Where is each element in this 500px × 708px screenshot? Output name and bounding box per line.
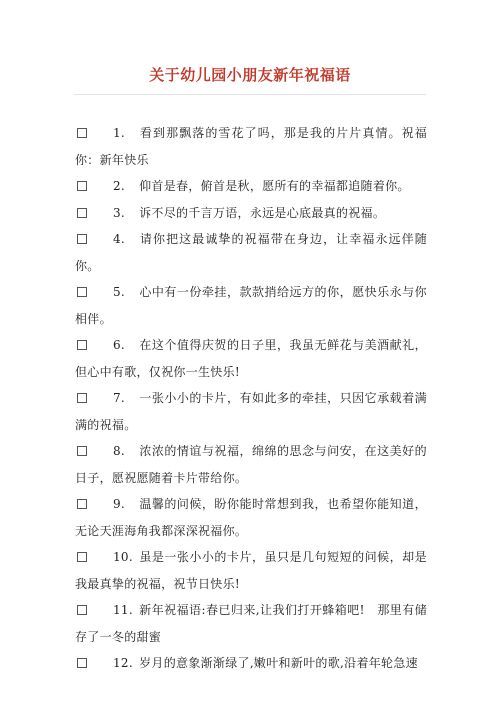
greeting-item bbox=[75, 200, 427, 227]
greeting-number: 11. bbox=[113, 603, 133, 617]
greeting-text: 温馨的问候，盼你能时常想到我，也希望你能知道，无论天涯海角我都深深祝福你。 bbox=[75, 497, 427, 538]
greeting-number: 5. bbox=[113, 285, 126, 299]
title-divider bbox=[74, 94, 426, 95]
greeting-number: 2. bbox=[113, 179, 126, 193]
greeting-item bbox=[75, 491, 427, 544]
greeting-list bbox=[75, 120, 427, 677]
greeting-item bbox=[75, 332, 427, 385]
greeting-text: 诉不尽的千言万语，永远是心底最真的祝福。 bbox=[135, 205, 386, 220]
greeting-text: 仰首是春，俯首是秋，愿所有的幸福都追随着你。 bbox=[135, 179, 410, 193]
greeting-number: 7. bbox=[113, 391, 126, 405]
greeting-item bbox=[75, 120, 427, 173]
greeting-number: 9. bbox=[113, 497, 126, 511]
checkbox-icon[interactable] bbox=[77, 340, 87, 350]
greeting-text: 浓浓的情谊与祝福，绵绵的思念与问安，在这美好的日子，愿祝愿随着卡片带给你。 bbox=[75, 444, 427, 485]
greeting-text: 在这个值得庆贺的日子里，我虽无鲜花与美酒献礼，但心中有歌，仅祝你一生快乐! bbox=[75, 338, 427, 379]
greeting-item bbox=[75, 597, 427, 650]
greeting-text: 请你把这最诚挚的祝福带在身边，让幸福永远伴随你。 bbox=[75, 232, 427, 273]
checkbox-icon[interactable] bbox=[77, 605, 87, 615]
checkbox-icon[interactable] bbox=[77, 287, 87, 297]
greeting-number: 8. bbox=[113, 444, 126, 458]
greeting-number: 10. bbox=[113, 550, 133, 564]
greeting-item bbox=[75, 173, 427, 200]
greeting-item bbox=[75, 385, 427, 438]
greeting-item bbox=[75, 226, 427, 279]
checkbox-icon[interactable] bbox=[77, 393, 87, 403]
greeting-text: 看到那飘落的雪花了吗，那是我的片片真情。祝福你：新年快乐 bbox=[75, 126, 427, 167]
greeting-text: 新年祝福语:春已归来,让我们打开蜂箱吧! 那里有储存了一冬的甜蜜 bbox=[75, 603, 427, 644]
greeting-text: 虽是一张小小的卡片，虽只是几句短短的问候，却是我最真挚的祝福，祝节日快乐! bbox=[75, 550, 427, 591]
checkbox-icon[interactable] bbox=[77, 499, 87, 509]
greeting-item bbox=[75, 544, 427, 597]
greeting-number: 3. bbox=[113, 205, 126, 220]
checkbox-icon[interactable] bbox=[77, 552, 87, 562]
greeting-item bbox=[75, 438, 427, 491]
greeting-item bbox=[75, 279, 427, 332]
greeting-text: 一张小小的卡片，有如此多的牵挂，只因它承载着满满的祝福。 bbox=[75, 391, 427, 432]
checkbox-icon[interactable] bbox=[77, 658, 87, 668]
greeting-number: 12. bbox=[113, 656, 133, 670]
checkbox-icon[interactable] bbox=[77, 208, 87, 218]
checkbox-icon[interactable] bbox=[77, 446, 87, 456]
greeting-number: 4. bbox=[113, 232, 126, 246]
checkbox-icon[interactable] bbox=[77, 234, 87, 244]
checkbox-icon[interactable] bbox=[77, 128, 87, 138]
greeting-number: 6. bbox=[113, 338, 126, 352]
page-title: 关于幼儿园小朋友新年祝福语 bbox=[149, 66, 351, 84]
greeting-number: 1. bbox=[113, 126, 126, 140]
greeting-text: 岁月的意象渐渐绿了,嫩叶和新叶的歌,沿着年轮急速 bbox=[135, 656, 418, 670]
checkbox-icon[interactable] bbox=[77, 181, 87, 191]
greeting-item bbox=[75, 650, 427, 677]
greeting-text: 心中有一份牵挂，款款捎给远方的你，愿快乐永与你相伴。 bbox=[75, 285, 427, 326]
